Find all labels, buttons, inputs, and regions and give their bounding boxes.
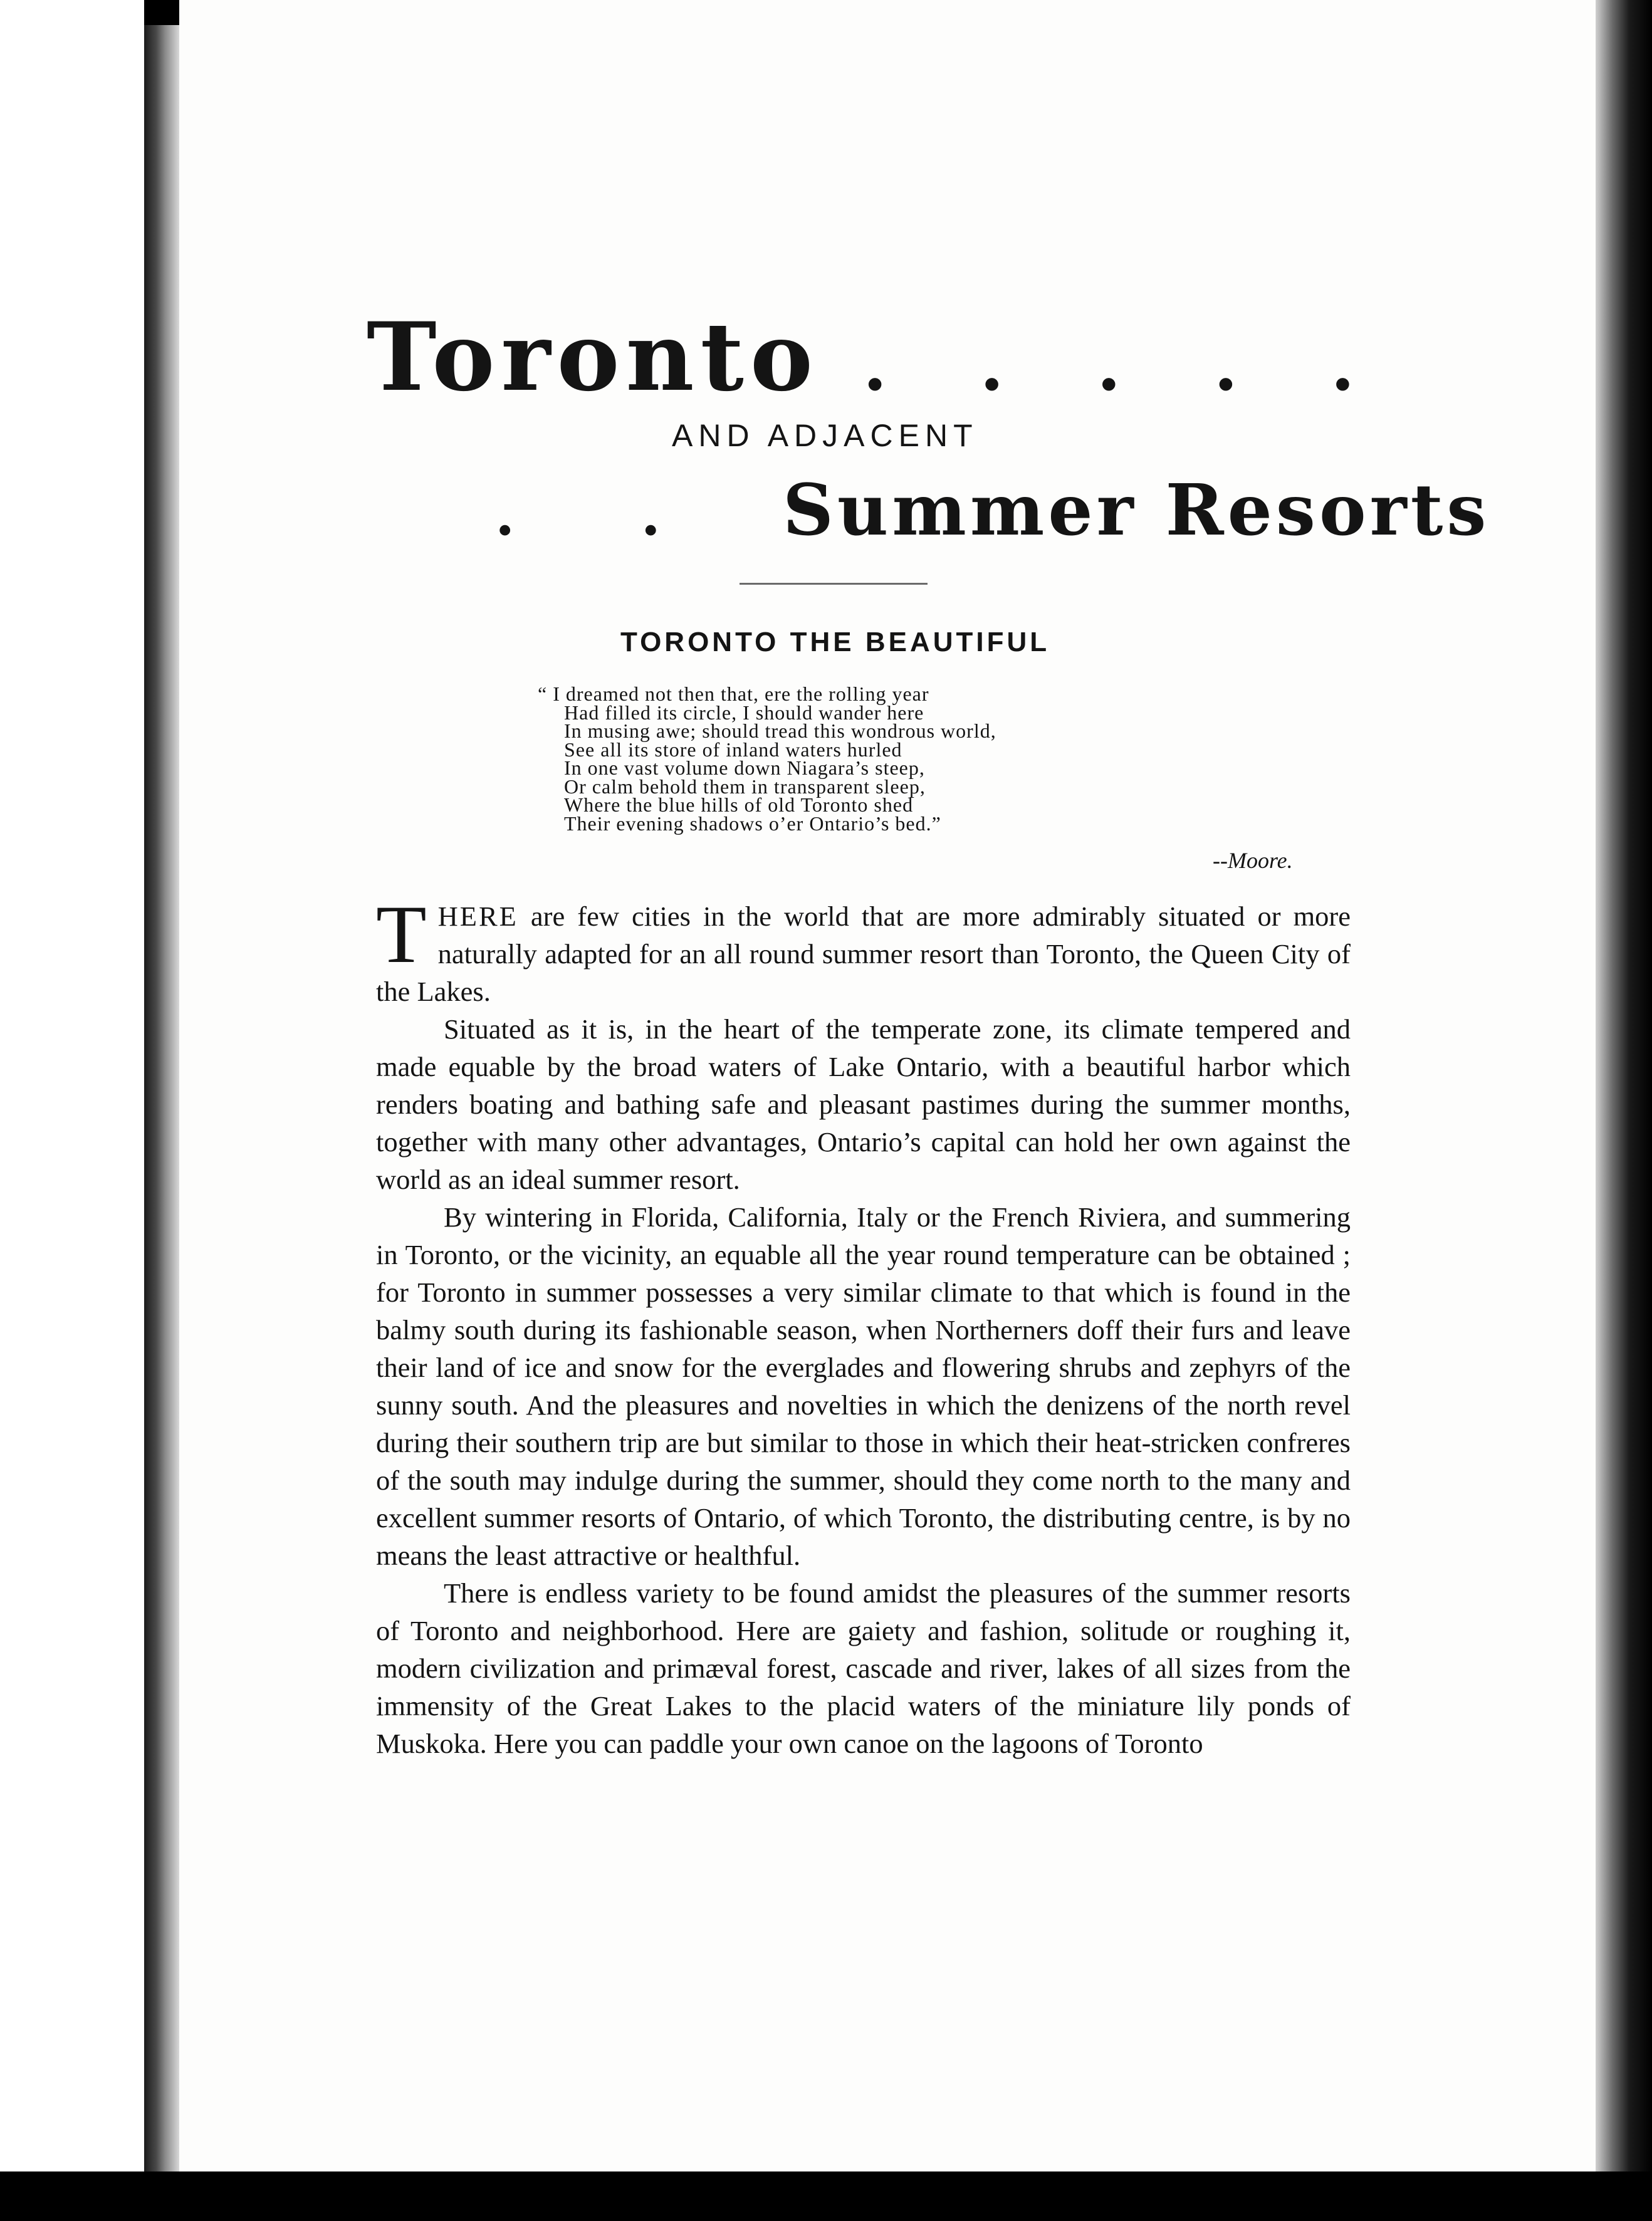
title-summer-resorts [495, 457, 1490, 568]
poem-line: Had filled its circle, I should wander here [564, 701, 924, 724]
title-toronto [367, 295, 1389, 429]
title-words-summer-resorts: Summer Resorts [783, 469, 1490, 551]
title-divider [740, 583, 928, 585]
page-edge-shadow [1596, 0, 1652, 2176]
poem-line: “ I dreamed not then that, ere the rolling year [538, 682, 929, 705]
drop-cap: T [376, 888, 427, 980]
scan-border [0, 2171, 1652, 2221]
poem-line: In musing awe; should tread this wondrous world, [564, 719, 996, 742]
body-text [376, 888, 1351, 1762]
paragraph-1 [376, 888, 1351, 1010]
poem-line: See all its store of inland waters hurled [564, 738, 902, 761]
left-page-margin [0, 0, 144, 2171]
poem-epigraph [538, 682, 1164, 835]
paragraph-1-text: are few cities in the world that are more admirably situated or more naturally adapted for an all round summer resort than Toronto, the Queen City of the Lakes. [376, 901, 1351, 1007]
poem-line: Or calm behold them in transparent sleep, [564, 775, 926, 798]
section-heading: TORONTO THE BEAUTIFUL [620, 627, 1050, 657]
book-gutter [144, 25, 179, 2175]
title-leading-dots: . . [495, 482, 714, 548]
title-word-toronto: Toronto [367, 302, 819, 412]
poem-line: Where the blue hills of old Toronto shed [564, 793, 914, 816]
title-dots: . . . . . [862, 325, 1389, 406]
poem-line: Their evening shadows o’er Ontario’s bed.” [564, 812, 941, 835]
poem-line: In one vast volume down Niagara’s steep, [564, 756, 925, 779]
paragraph-4: There is endless variety to be found amidst the pleasures of the summer resorts of Toronto and neighborhood. Here are gaiety and fashion, solitude or roughing it, modern civilization and primæval forest, cascade and river, lakes of all sizes from the immensity of the Great Lakes to the placid waters of the miniature lily ponds of Muskoka. Here you can paddle your own canoe on the lagoons of Toronto [376, 1577, 1351, 1759]
title-and-adjacent: AND ADJACENT [672, 418, 978, 453]
first-word: HERE [437, 901, 518, 932]
paragraph-2: Situated as it is, in the heart of the temperate zone, its climate tempered and made equable by the broad waters of Lake Ontario, with a beautiful harbor which renders boating and bathing safe and pleasant pastimes during the summer months, together with many other advantages, Ontario’s capital can hold her own against the world as an ideal summer resort. [376, 1013, 1351, 1195]
paragraph-3: By wintering in Florida, California, Italy or the French Riviera, and summering in Toronto, or the vicinity, an equable all the year round temperature can be obtained ; for Toronto in summer possesses a very similar climate to that which is found in the balmy south during its fashionable season, when Northerners doff their furs and leave their land of ice and snow for the everglades and flowering shrubs and zephyrs of the sunny south. And the pleasures and novelties in which the denizens of the north revel during their southern trip are but similar to those in which their heat-stricken confreres of the south may indulge during the summer, should they come north to the many and excellent summer resorts of Ontario, of which Toronto, the distributing centre, is by no means the least attractive or healthful. [376, 1201, 1351, 1571]
poem-attribution: --Moore. [1213, 848, 1293, 873]
